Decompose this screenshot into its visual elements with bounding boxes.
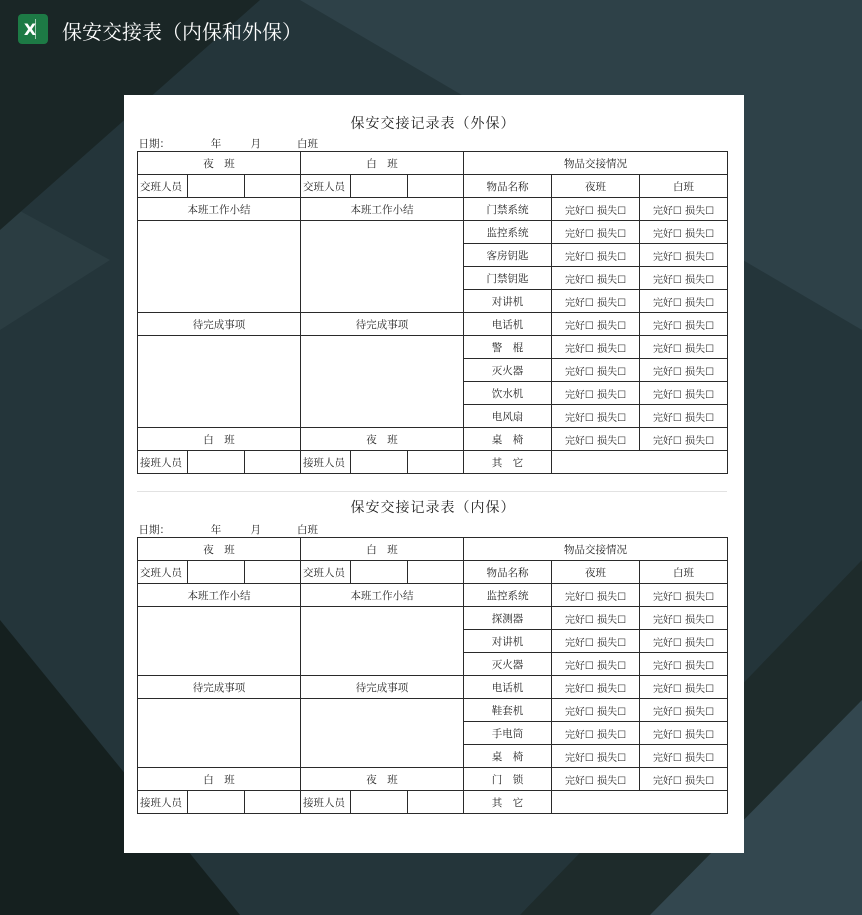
pending-area[interactable] [301, 336, 464, 428]
summary-header: 本班工作小结 [138, 198, 301, 221]
item-name: 监控系统 [464, 584, 552, 607]
gridline [137, 491, 727, 492]
status-checkbox-day[interactable]: 完好☐ 损失☐ [640, 405, 728, 428]
summary-header: 本班工作小结 [301, 198, 464, 221]
status-checkbox-night[interactable]: 完好☐ 损失☐ [552, 653, 640, 676]
status-checkbox-night[interactable]: 完好☐ 损失☐ [552, 244, 640, 267]
other-cell[interactable] [552, 791, 728, 814]
handover-person-label: 交班人员 [301, 175, 351, 198]
title-bar [0, 0, 862, 60]
year-label: 年 [188, 135, 245, 152]
handover-table-inner [137, 521, 728, 814]
receiver-person-label: 接班人员 [301, 791, 351, 814]
receiver-person-cell[interactable] [188, 791, 245, 814]
summary-header: 本班工作小结 [301, 584, 464, 607]
status-checkbox-day[interactable]: 完好☐ 损失☐ [640, 336, 728, 359]
status-checkbox-night[interactable]: 完好☐ 损失☐ [552, 699, 640, 722]
night-col-header: 夜班 [552, 175, 640, 198]
summary-area[interactable] [301, 607, 464, 676]
date-label: 日期： [138, 521, 188, 538]
status-checkbox-night[interactable]: 完好☐ 损失☐ [552, 722, 640, 745]
status-checkbox-day[interactable]: 完好☐ 损失☐ [640, 359, 728, 382]
status-checkbox-day[interactable]: 完好☐ 损失☐ [640, 244, 728, 267]
item-name: 门 锁 [464, 768, 552, 791]
pending-area[interactable] [138, 699, 301, 768]
item-name: 灭火器 [464, 653, 552, 676]
item-name: 探测器 [464, 607, 552, 630]
receiver-person-cell[interactable] [351, 451, 408, 474]
item-name: 门禁系统 [464, 198, 552, 221]
item-name: 对讲机 [464, 290, 552, 313]
item-name: 饮水机 [464, 382, 552, 405]
date-row [138, 521, 728, 538]
status-checkbox-day[interactable]: 完好☐ 损失☐ [640, 607, 728, 630]
year-label: 年 [188, 521, 245, 538]
status-checkbox-day[interactable]: 完好☐ 损失☐ [640, 745, 728, 768]
status-checkbox-day[interactable]: 完好☐ 损失☐ [640, 699, 728, 722]
item-name-header: 物品名称 [464, 561, 552, 584]
day-label: 白班 [297, 137, 318, 150]
status-checkbox-day[interactable]: 完好☐ 损失☐ [640, 267, 728, 290]
item-name: 电话机 [464, 313, 552, 336]
status-checkbox-night[interactable]: 完好☐ 损失☐ [552, 676, 640, 699]
pending-header: 待完成事项 [301, 676, 464, 699]
date-label: 日期： [138, 135, 188, 152]
status-checkbox-night[interactable]: 完好☐ 损失☐ [552, 313, 640, 336]
status-checkbox-day[interactable]: 完好☐ 损失☐ [640, 630, 728, 653]
status-checkbox-night[interactable]: 完好☐ 损失☐ [552, 290, 640, 313]
receiver-person-cell[interactable] [351, 791, 408, 814]
month-label: 月 白班 [245, 521, 301, 538]
status-checkbox-day[interactable]: 完好☐ 损失☐ [640, 428, 728, 451]
summary-area[interactable] [138, 607, 301, 676]
receiver-person-cell[interactable] [188, 451, 245, 474]
handover-person-label: 交班人员 [138, 175, 188, 198]
status-checkbox-night[interactable]: 完好☐ 损失☐ [552, 745, 640, 768]
status-checkbox-night[interactable]: 完好☐ 损失☐ [552, 584, 640, 607]
other-cell[interactable] [552, 451, 728, 474]
item-name: 客房钥匙 [464, 244, 552, 267]
status-checkbox-day[interactable]: 完好☐ 损失☐ [640, 768, 728, 791]
item-name: 门禁钥匙 [464, 267, 552, 290]
month-label: 月 白班 [245, 135, 301, 152]
status-checkbox-night[interactable]: 完好☐ 损失☐ [552, 359, 640, 382]
summary-area[interactable] [301, 221, 464, 313]
item-name: 手电筒 [464, 722, 552, 745]
night-shift-header: 夜 班 [301, 428, 464, 451]
night-shift-header: 夜 班 [301, 768, 464, 791]
status-checkbox-day[interactable]: 完好☐ 损失☐ [640, 290, 728, 313]
date-row [138, 135, 728, 152]
day-col-header: 白班 [640, 561, 728, 584]
item-name-header: 物品名称 [464, 175, 552, 198]
status-checkbox-day[interactable]: 完好☐ 损失☐ [640, 313, 728, 336]
other-label: 其 它 [464, 791, 552, 814]
handover-person-cell[interactable] [351, 561, 408, 584]
handover-person-label: 交班人员 [301, 561, 351, 584]
summary-header: 本班工作小结 [138, 584, 301, 607]
pending-header: 待完成事项 [138, 313, 301, 336]
item-name: 警 棍 [464, 336, 552, 359]
form-title-inner: 保安交接记录表（内保） [350, 500, 516, 516]
pending-header: 待完成事项 [138, 676, 301, 699]
item-name: 电话机 [464, 676, 552, 699]
day-shift-header: 白 班 [138, 768, 301, 791]
status-checkbox-night[interactable]: 完好☐ 损失☐ [552, 607, 640, 630]
status-checkbox-night[interactable]: 完好☐ 损失☐ [552, 221, 640, 244]
pending-header: 待完成事项 [301, 313, 464, 336]
status-checkbox-day[interactable]: 完好☐ 损失☐ [640, 584, 728, 607]
window-title: 保安交接表（内保和外保） [62, 20, 302, 44]
item-name: 对讲机 [464, 630, 552, 653]
status-checkbox-day[interactable]: 完好☐ 损失☐ [640, 198, 728, 221]
night-col-header: 夜班 [552, 561, 640, 584]
other-label: 其 它 [464, 451, 552, 474]
receiver-person-label: 接班人员 [301, 451, 351, 474]
pending-area[interactable] [301, 699, 464, 768]
status-checkbox-night[interactable]: 完好☐ 损失☐ [552, 768, 640, 791]
handover-person-label: 交班人员 [138, 561, 188, 584]
status-checkbox-night[interactable]: 完好☐ 损失☐ [552, 382, 640, 405]
status-checkbox-day[interactable]: 完好☐ 损失☐ [640, 722, 728, 745]
day-col-header: 白班 [640, 175, 728, 198]
receiver-person-label: 接班人员 [138, 791, 188, 814]
sheet-page [124, 95, 744, 853]
status-checkbox-day[interactable]: 完好☐ 损失☐ [640, 221, 728, 244]
excel-icon: X [18, 14, 48, 44]
status-checkbox-night[interactable]: 完好☐ 损失☐ [552, 630, 640, 653]
pending-area[interactable] [138, 336, 301, 428]
item-name: 灭火器 [464, 359, 552, 382]
day-shift-header: 白 班 [301, 152, 464, 175]
summary-area[interactable] [138, 221, 301, 313]
night-shift-header: 夜 班 [138, 538, 301, 561]
status-checkbox-night[interactable]: 完好☐ 损失☐ [552, 336, 640, 359]
item-name: 监控系统 [464, 221, 552, 244]
receiver-person-label: 接班人员 [138, 451, 188, 474]
status-checkbox-day[interactable]: 完好☐ 损失☐ [640, 382, 728, 405]
status-checkbox-night[interactable]: 完好☐ 损失☐ [552, 267, 640, 290]
handover-person-cell[interactable] [351, 175, 408, 198]
item-name: 鞋套机 [464, 699, 552, 722]
night-shift-header: 夜 班 [138, 152, 301, 175]
status-checkbox-day[interactable]: 完好☐ 损失☐ [640, 653, 728, 676]
day-shift-header: 白 班 [301, 538, 464, 561]
status-checkbox-night[interactable]: 完好☐ 损失☐ [552, 428, 640, 451]
handover-person-cell[interactable] [188, 175, 245, 198]
status-checkbox-day[interactable]: 完好☐ 损失☐ [640, 676, 728, 699]
handover-status-header: 物品交接情况 [464, 152, 728, 175]
form-title-outer: 保安交接记录表（外保） [350, 116, 516, 132]
status-checkbox-night[interactable]: 完好☐ 损失☐ [552, 198, 640, 221]
item-name: 电风扇 [464, 405, 552, 428]
handover-status-header: 物品交接情况 [464, 538, 728, 561]
status-checkbox-night[interactable]: 完好☐ 损失☐ [552, 405, 640, 428]
item-name: 桌 椅 [464, 428, 552, 451]
handover-person-cell[interactable] [188, 561, 245, 584]
day-label: 白班 [297, 523, 318, 536]
handover-table-outer [137, 135, 728, 474]
day-shift-header: 白 班 [138, 428, 301, 451]
item-name: 桌 椅 [464, 745, 552, 768]
